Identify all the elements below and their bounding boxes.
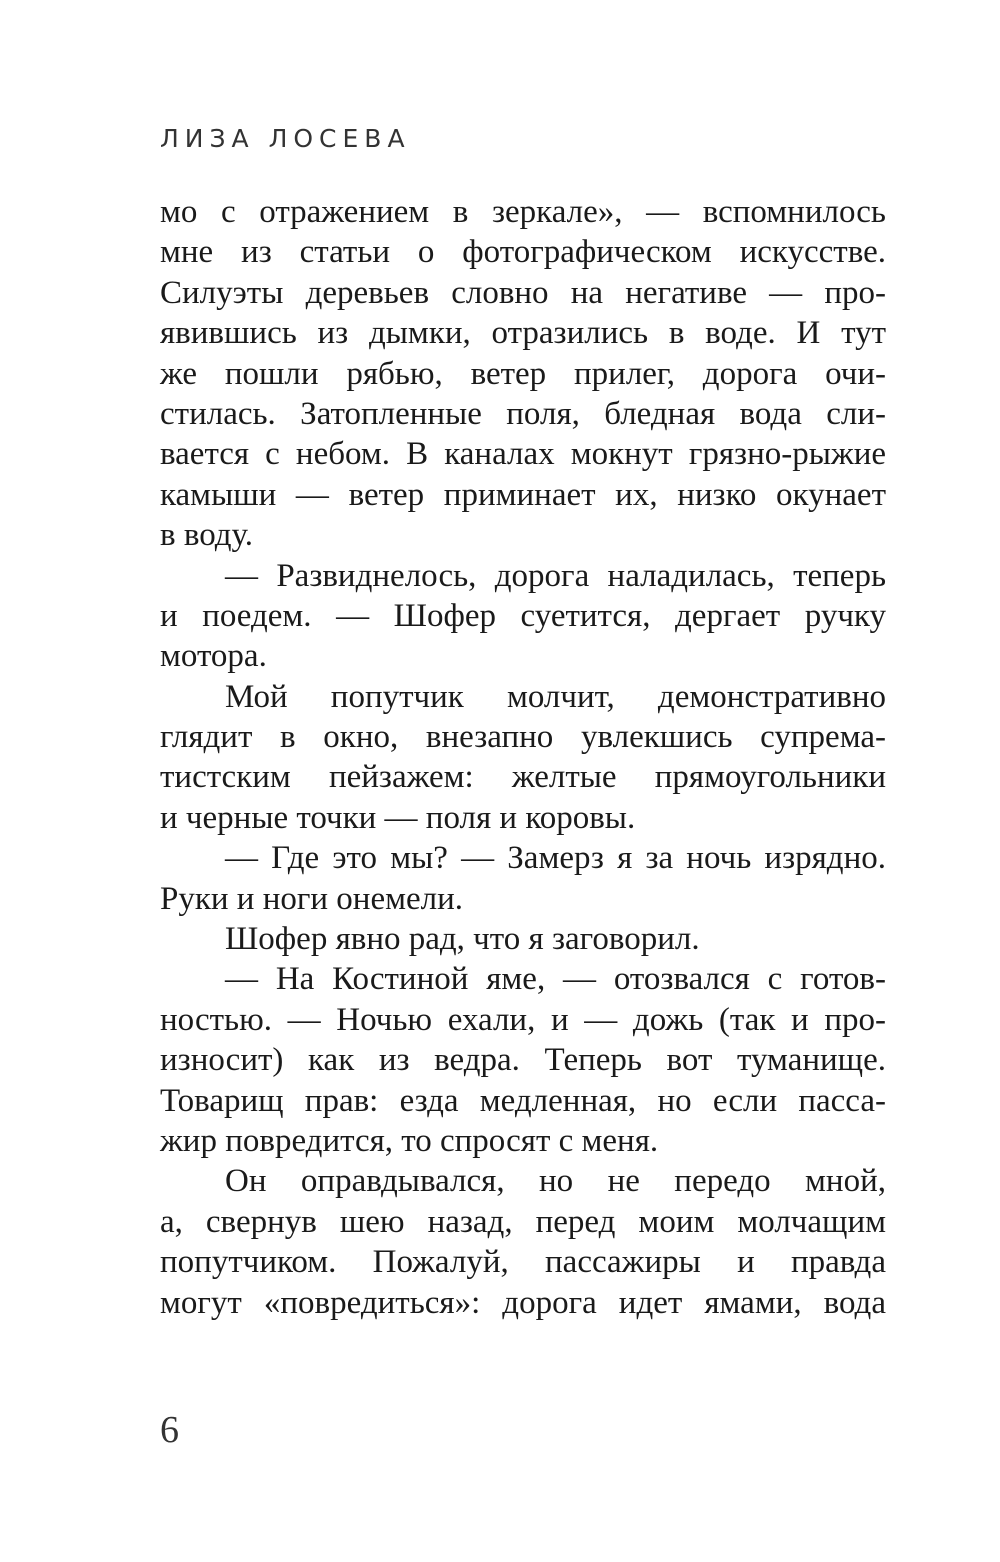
text-line: мне из статьи о фотографическом искусстве.: [160, 234, 886, 271]
text-line: а, свернув шею назад, перед моим молчащим: [160, 1203, 886, 1240]
text-line: Силуэты деревьев словно на негативе — про-: [160, 274, 886, 311]
text-line: износит) как из ведра. Теперь вот туманище.: [160, 1042, 886, 1079]
text-line: могут «повредиться»: дорога идет ямами, вода: [160, 1284, 886, 1321]
text-line: мо с отражением в зеркале», — вспомнилось: [160, 194, 886, 230]
text-line: тистским пейзажем: желтые прямоугольники: [160, 759, 886, 796]
text-line: глядит в окно, внезапно увлекшись супрема-: [160, 719, 886, 756]
text-line: Он оправдывался, но не передо мной,: [225, 1163, 886, 1200]
text-line: вается с небом. В каналах мокнут грязно-рыжие: [160, 436, 886, 473]
page-number: 6: [160, 1409, 179, 1451]
text-line: Мой попутчик молчит, демонстративно: [225, 678, 886, 715]
text-line: попутчиком. Пожалуй, пассажиры и правда: [160, 1244, 886, 1281]
text-line: мотора.: [160, 638, 267, 675]
running-head: ЛИЗА ЛОСЕВА: [160, 124, 411, 153]
text-line: Шофер явно рад, что я заговорил.: [225, 921, 700, 958]
text-line: — Развиднелось, дорога наладилась, теперь: [225, 557, 886, 594]
text-line: жир повредится, то спросят с меня.: [160, 1122, 659, 1159]
text-line: явившись из дымки, отразились в воде. И тут: [160, 315, 886, 352]
text-line: и черные точки — поля и коровы.: [160, 799, 636, 836]
text-line: — Где это мы? — Замерз я за ночь изрядно.: [225, 840, 886, 877]
text-line: ностью. — Ночью ехали, и — дожь (так и про-: [160, 1001, 886, 1038]
text-line: — На Костиной яме, — отозвался с готов-: [225, 961, 886, 998]
body-text: [160, 192, 886, 1323]
text-line: Руки и ноги онемели.: [160, 880, 464, 917]
text-line: же пошли рябью, ветер прилег, дорога очи-: [160, 355, 886, 392]
text-line: стилась. Затопленные поля, бледная вода сли-: [160, 395, 886, 432]
text-line: в воду.: [160, 517, 253, 554]
text-line: и поедем. — Шофер суетится, дергает ручку: [160, 597, 886, 634]
text-line: камыши — ветер приминает их, низко окунает: [160, 476, 886, 513]
text-line: Товарищ прав: езда медленная, но если пасса-: [160, 1082, 886, 1119]
